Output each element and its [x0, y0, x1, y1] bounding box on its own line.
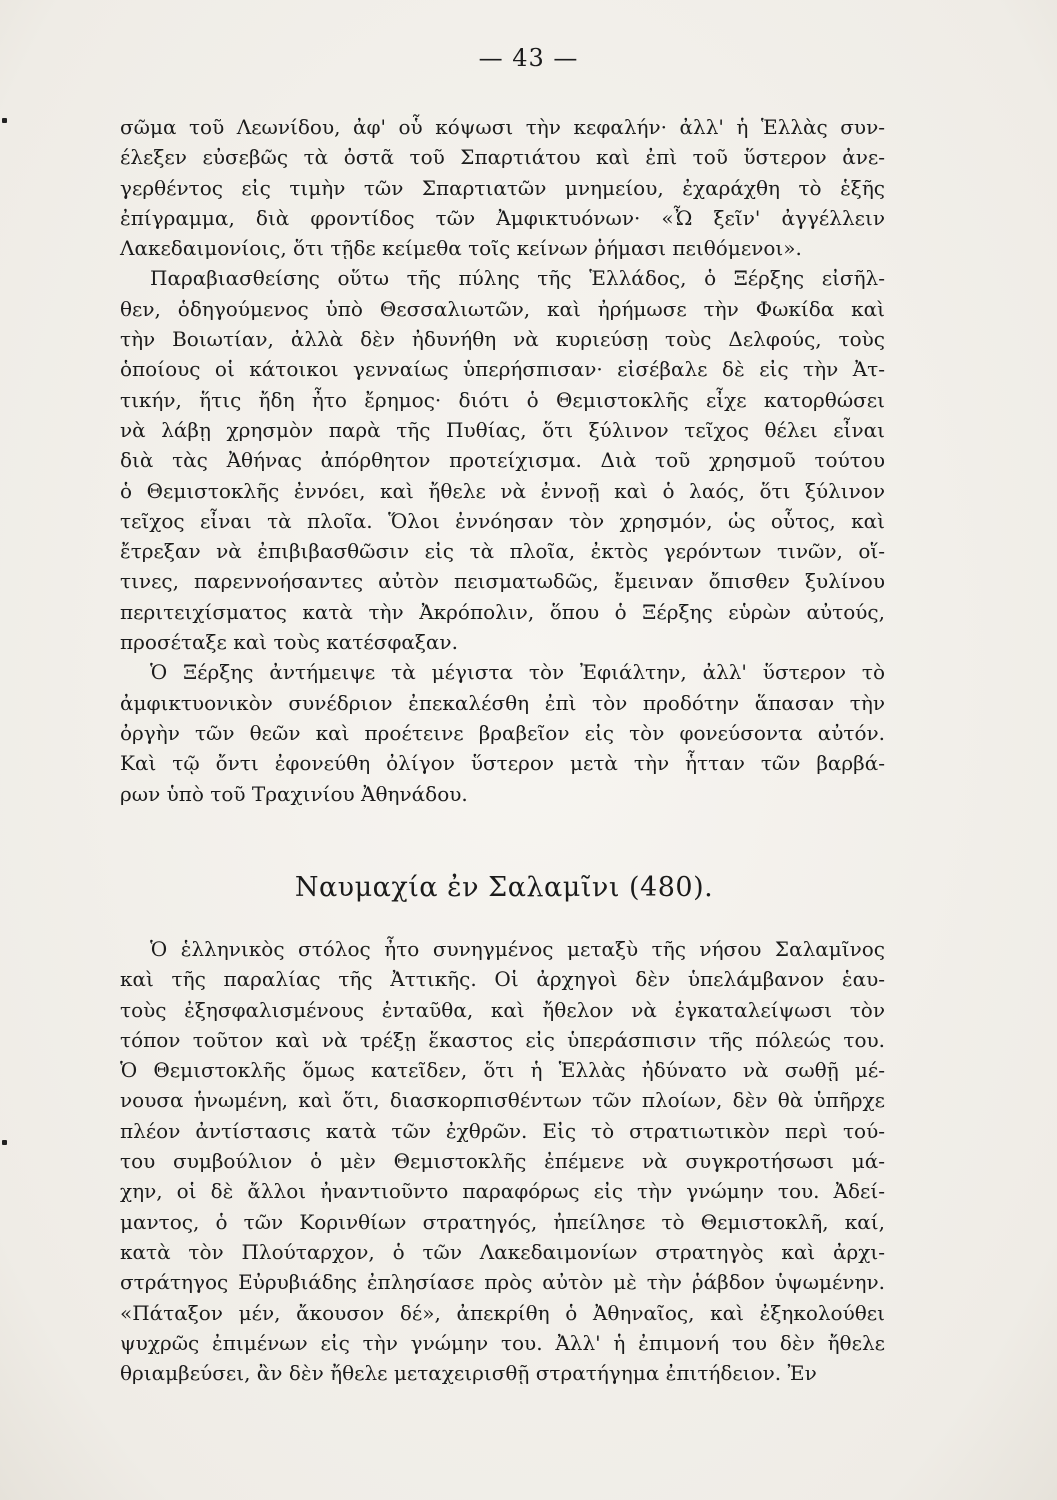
text-line: έλεξεν εὐσεβῶς τὰ ὀστᾶ τοῦ Σπαρτιάτου καὶ ἐπὶ τοῦ ὕστερον ἀνε- — [120, 145, 885, 170]
text-line: χην, οἱ δὲ ἄλλοι ἠναντιοῦντο παραφόρως εἰς τὴν γνώμην του. Ἀδεί- — [120, 1179, 885, 1204]
text-line: Παραβιασθείσης οὕτω τῆς πύλης τῆς Ἑλλάδος, ὁ Ξέρξης εἰσῆλ- — [150, 266, 885, 291]
text-line: νὰ λάβῃ χρησμὸν παρὰ τῆς Πυθίας, ὅτι ξύλινον τεῖχος θέλει εἶναι — [120, 417, 885, 442]
text-line: μαντος, ὁ τῶν Κορινθίων στρατηγός, ἠπείλησε τὸ Θεμιστοκλῆ, καί, — [120, 1209, 885, 1234]
text-line: τοὺς ἐξησφαλισμένους ἐνταῦθα, καὶ ἤθελον νὰ ἐγκαταλείψωσι τὸν — [120, 997, 885, 1022]
text-line: ὁ Θεμιστοκλῆς ἐννόει, καὶ ἤθελε νὰ ἐννοῇ καὶ ὁ λαός, ὅτι ξύλινον — [120, 478, 885, 503]
text-line: ὁποίους οἱ κάτοικοι γενναίως ὑπερήσπισαν· εἰσέβαλε δὲ εἰς τὴν Ἀτ- — [120, 357, 885, 382]
page-number: — 43 — — [478, 44, 579, 72]
text-line: τικήν, ἥτις ἤδη ἦτο ἔρημος· διότι ὁ Θεμιστοκλῆς εἶχε κατορθώσει — [120, 387, 885, 412]
text-line: περιτειχίσματος κατὰ τὴν Ἀκρόπολιν, ὅπου ὁ Ξέρξης εὑρὼν αὐτούς, — [120, 599, 885, 624]
text-line: ρων ὑπὸ τοῦ Τραχινίου Ἀθηνάδου. — [120, 781, 468, 806]
text-line: τεῖχος εἶναι τὰ πλοῖα. Ὅλοι ἐννόησαν τὸν χρησμόν, ὡς οὗτος, καὶ — [120, 508, 885, 533]
text-line: προσέταξε καὶ τοὺς κατέσφαξαν. — [120, 630, 458, 655]
text-line: ἀμφικτυονικὸν συνέδριον ἐπεκαλέσθη ἐπὶ τὸν προδότην ἅπασαν τὴν — [120, 690, 885, 715]
margin-mark — [2, 118, 7, 123]
margin-mark — [2, 1140, 7, 1145]
text-line: καὶ τῆς παραλίας τῆς Ἀττικῆς. Οἱ ἀρχηγοὶ δὲν ὑπελάμβανον ἑαυ- — [120, 967, 885, 992]
text-line: πλέον ἀντίστασις κατὰ τῶν ἐχθρῶν. Εἰς τὸ στρατιωτικὸν περὶ τού- — [120, 1118, 885, 1143]
text-line: σῶμα τοῦ Λεωνίδου, ἀφ' οὗ κόψωσι τὴν κεφαλήν· ἀλλ' ἡ Ἑλλὰς συν- — [120, 115, 885, 139]
text-line: γερθέντος εἰς τιμὴν τῶν Σπαρτιατῶν μνημείου, ἐχαράχθη τὸ ἑξῆς — [120, 175, 885, 200]
section-heading: Ναυμαχία ἐν Σαλαμῖνι (480). — [294, 872, 714, 903]
text-line: ἔτρεξαν νὰ ἐπιβιβασθῶσιν εἰς τὰ πλοῖα, ἐκτὸς γερόντων τινῶν, οἵ- — [120, 539, 885, 564]
text-line: θριαμβεύσει, ἂν δὲν ἤθελε μεταχειρισθῇ στρατήγημα ἐπιτήδειον. Ἐν — [120, 1361, 817, 1386]
text-line: Καὶ τῷ ὄντι ἐφονεύθη ὀλίγον ὕστερον μετὰ τὴν ἧτταν τῶν βαρβά- — [120, 751, 885, 776]
text-line: νουσα ἡνωμένη, καὶ ὅτι, διασκορπισθέντων τῶν πλοίων, δὲν θὰ ὑπῆρχε — [120, 1088, 885, 1113]
body-text-after-heading — [120, 934, 885, 1388]
text-line: διὰ τὰς Ἀθήνας ἀπόρθητον προτείχισμα. Διὰ τοῦ χρησμοῦ τούτου — [120, 448, 885, 473]
body-text-before-heading — [120, 112, 885, 809]
text-line: στράτηγος Εὐρυβιάδης ἐπλησίασε πρὸς αὐτὸν μὲ τὴν ῥάβδον ὑψωμένην. — [120, 1270, 885, 1295]
text-line: τόπον τοῦτον καὶ νὰ τρέξῃ ἕκαστος εἰς ὑπεράσπισιν τῆς πόλεώς του. — [120, 1027, 885, 1052]
text-line: κατὰ τὸν Πλούταρχον, ὁ τῶν Λακεδαιμονίων στρατηγὸς καὶ ἀρχι- — [120, 1239, 885, 1264]
text-line: ὀργὴν τῶν θεῶν καὶ προέτεινε βραβεῖον εἰς τὸν φονεύσοντα αὐτόν. — [120, 720, 885, 745]
text-line: ἐπίγραμμα, διὰ φροντίδος τῶν Ἀμφικτυόνων· «Ὦ ξεῖν' ἀγγέλλειν — [120, 205, 885, 230]
text-line: τινες, παρεννοήσαντες αὐτὸν πεισματωδῶς, ἔμειναν ὄπισθεν ξυλίνου — [120, 569, 885, 594]
text-line: Ὁ ἑλληνικὸς στόλος ἦτο συνηγμένος μεταξὺ τῆς νήσου Σαλαμῖνος — [150, 937, 885, 961]
text-line: «Πάταξον μέν, ἄκουσον δέ», ἀπεκρίθη ὁ Ἀθηναῖος, καὶ ἐξηκολούθει — [120, 1300, 885, 1325]
text-line: Ὁ Ξέρξης ἀντήμειψε τὰ μέγιστα τὸν Ἐφιάλτην, ἀλλ' ὕστερον τὸ — [150, 660, 885, 685]
text-line: ψυχρῶς ἐπιμένων εἰς τὴν γνώμην του. Ἀλλ' ἡ ἐπιμονή του δὲν ἤθελε — [120, 1330, 885, 1355]
text-line: τὴν Βοιωτίαν, ἀλλὰ δὲν ἠδυνήθη νὰ κυριεύσῃ τοὺς Δελφούς, τοὺς — [120, 327, 885, 352]
text-line: Λακεδαιμονίοις, ὅτι τῇδε κείμεθα τοῖς κείνων ῥήμασι πειθόμενοι». — [120, 236, 802, 261]
text-line: θεν, ὁδηγούμενος ὑπὸ Θεσσαλιωτῶν, καὶ ἠρήμωσε τὴν Φωκίδα καὶ — [120, 296, 885, 321]
text-line: του συμβούλιον ὁ μὲν Θεμιστοκλῆς ἐπέμενε νὰ συγκροτήσωσι μά- — [120, 1149, 885, 1174]
text-line: Ὁ Θεμιστοκλῆς ὅμως κατεῖδεν, ὅτι ἡ Ἑλλὰς ἠδύνατο νὰ σωθῇ μέ- — [120, 1058, 885, 1083]
